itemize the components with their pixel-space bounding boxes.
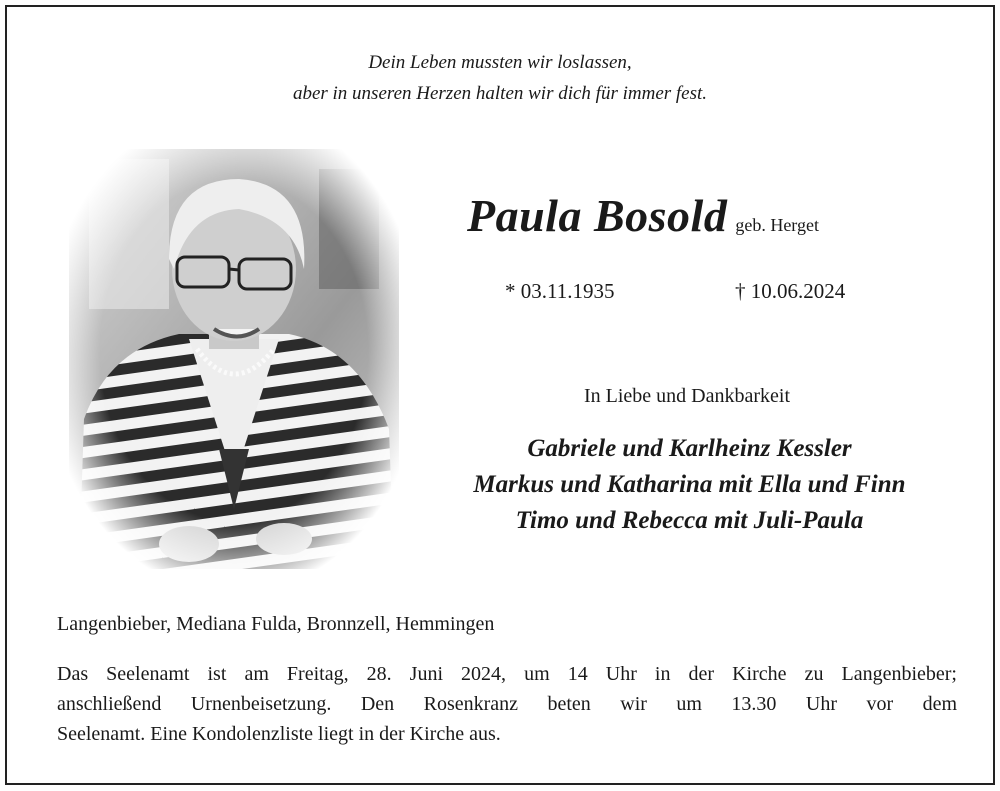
service-line: Das Seelenamt ist am Freitag, 28. Juni 2024, um 14 Uhr in der Kirche zu Langenbieber;: [57, 663, 957, 685]
places-line: Langenbieber, Mediana Fulda, Bronnzell, Hemmingen: [57, 613, 495, 635]
service-line: anschließend Urnenbeisetzung. Den Rosenkranz beten wir um 13.30 Uhr vor dem: [57, 693, 957, 715]
service-line: Seelenamt. Eine Kondolenzliste liegt in der Kirche aus.: [57, 723, 501, 745]
deceased-name: Paula Bosold: [467, 190, 728, 241]
obituary-notice: [5, 5, 995, 785]
motto-line-2: aber in unseren Herzen halten wir dich für immer fest.: [292, 83, 708, 104]
service-info: [57, 659, 957, 749]
motto: [7, 47, 993, 109]
birth-date: * 03.11.1935: [505, 279, 615, 303]
portrait-photo: [69, 149, 399, 569]
deceased-name-row: [467, 189, 819, 242]
motto-line-1: Dein Leben mussten wir loslassen,: [368, 52, 632, 73]
thanks-line: In Liebe und Dankbarkeit: [583, 385, 791, 407]
portrait-illustration: [69, 149, 399, 569]
family-member-line: Markus und Katharina mit Ella und Finn: [473, 471, 906, 498]
death-date: † 10.06.2024: [735, 279, 846, 303]
family-list: [417, 431, 962, 539]
family-member-line: Gabriele und Karlheinz Kessler: [527, 435, 852, 462]
maiden-name: geb. Herget: [735, 215, 819, 235]
family-member-line: Timo und Rebecca mit Juli-Paula: [515, 507, 864, 534]
